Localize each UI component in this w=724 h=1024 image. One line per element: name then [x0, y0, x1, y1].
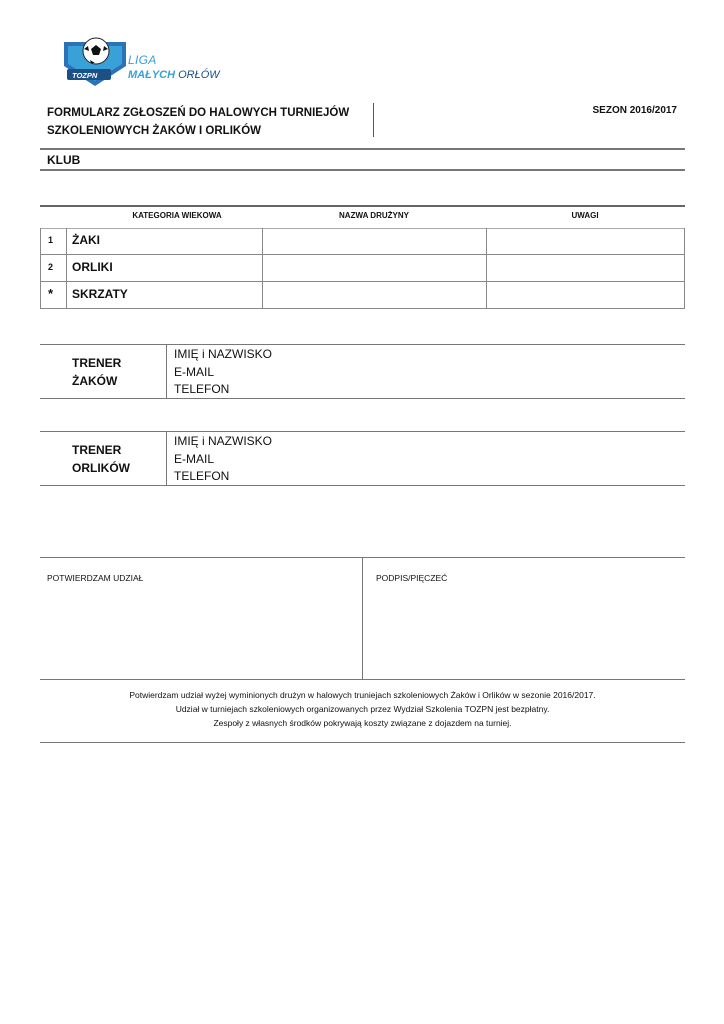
row-number: * — [48, 286, 54, 301]
table-row — [40, 255, 685, 282]
email-field-label: E-MAIL — [174, 364, 215, 379]
logo-line2 — [128, 69, 220, 81]
trainer-orliki-block — [40, 431, 685, 486]
klub-rule-bottom — [40, 169, 685, 171]
form-title-line2: SZKOLENIOWYCH ŻAKÓW I ORLIKÓW — [47, 125, 262, 137]
trainer-label-line2: ORLIKÓW — [72, 461, 130, 475]
form-title-line1: FORMULARZ ZGŁOSZEŃ DO HALOWYCH TURNIEJÓW — [47, 107, 350, 119]
name-field-label: IMIĘ i NAZWISKO — [174, 347, 273, 361]
team-name-field[interactable] — [263, 282, 487, 308]
notes-field[interactable] — [487, 255, 684, 281]
header-team-name: NAZWA DRUŻYNY — [339, 211, 409, 220]
confirm-participation-label: POTWIERDZAM UDZIAŁ — [47, 573, 144, 583]
trainer-divider — [166, 432, 167, 485]
row-category: ORLIKI — [72, 260, 113, 274]
form-title — [47, 104, 362, 140]
notes-rule-bottom — [40, 742, 685, 743]
note-line: Zespoły z własnych środków pokrywają koszty związane z dojazdem na turniej. — [213, 718, 512, 728]
table-row — [40, 282, 685, 309]
cell-divider — [66, 255, 67, 281]
team-name-field[interactable] — [263, 255, 487, 281]
note-line: Udział w turniejach szkoleniowych organizowanych przez Wydział Szkolenia TOZPN jest bezpłatny. — [175, 704, 550, 714]
header-category: KATEGORIA WIEKOWA — [132, 211, 222, 220]
email-field-label: E-MAIL — [174, 451, 215, 466]
season-label: SEZON 2016/2017 — [592, 105, 677, 116]
logo-line2-bold: MAŁYCH — [128, 69, 176, 81]
logo-badge-text: TOZPN — [72, 71, 98, 80]
row-number: 2 — [48, 262, 54, 272]
cell-divider — [66, 228, 67, 254]
trainer-zaki-label — [72, 354, 121, 390]
row-number: 1 — [48, 235, 54, 245]
trainer-zaki-fields[interactable] — [174, 346, 272, 399]
trainer-orliki-fields[interactable] — [174, 433, 272, 486]
table-row — [40, 228, 685, 255]
trainer-label-line1: TRENER — [72, 356, 122, 370]
note-line: Potwierdzam udział wyżej wyminionych drużyn w halowych truniejach szkoleniowych Żaków i Orlików w sezonie 2016/2017. — [129, 690, 596, 700]
confirmation-block — [40, 557, 685, 680]
klub-rule-top — [40, 148, 685, 150]
team-name-field[interactable] — [263, 228, 487, 254]
logo-line1: LIGA — [128, 53, 157, 67]
trainer-orliki-label — [72, 441, 130, 477]
header-notes: UWAGI — [571, 211, 599, 220]
teams-table-header — [40, 205, 685, 229]
logo-line2-normal: ORŁÓW — [178, 69, 220, 81]
notes-field[interactable] — [487, 228, 684, 254]
phone-field-label: TELEFON — [174, 469, 230, 483]
header-divider — [373, 103, 374, 137]
shield-ball-icon — [60, 36, 130, 88]
row-category: SKRZATY — [72, 287, 128, 301]
signature-stamp-label: PODPIS/PIĘCZEĆ — [376, 573, 448, 583]
trainer-zaki-block — [40, 344, 685, 399]
klub-label: KLUB — [47, 153, 81, 167]
trainer-divider — [166, 345, 167, 398]
row-category: ŻAKI — [72, 233, 100, 247]
trainer-label-line2: ŻAKÓW — [72, 374, 118, 388]
name-field-label: IMIĘ i NAZWISKO — [174, 434, 273, 448]
notes-block — [40, 688, 685, 730]
phone-field-label: TELEFON — [174, 382, 230, 396]
cell-divider — [66, 282, 67, 308]
trainer-label-line1: TRENER — [72, 443, 122, 457]
notes-field[interactable] — [487, 282, 684, 308]
